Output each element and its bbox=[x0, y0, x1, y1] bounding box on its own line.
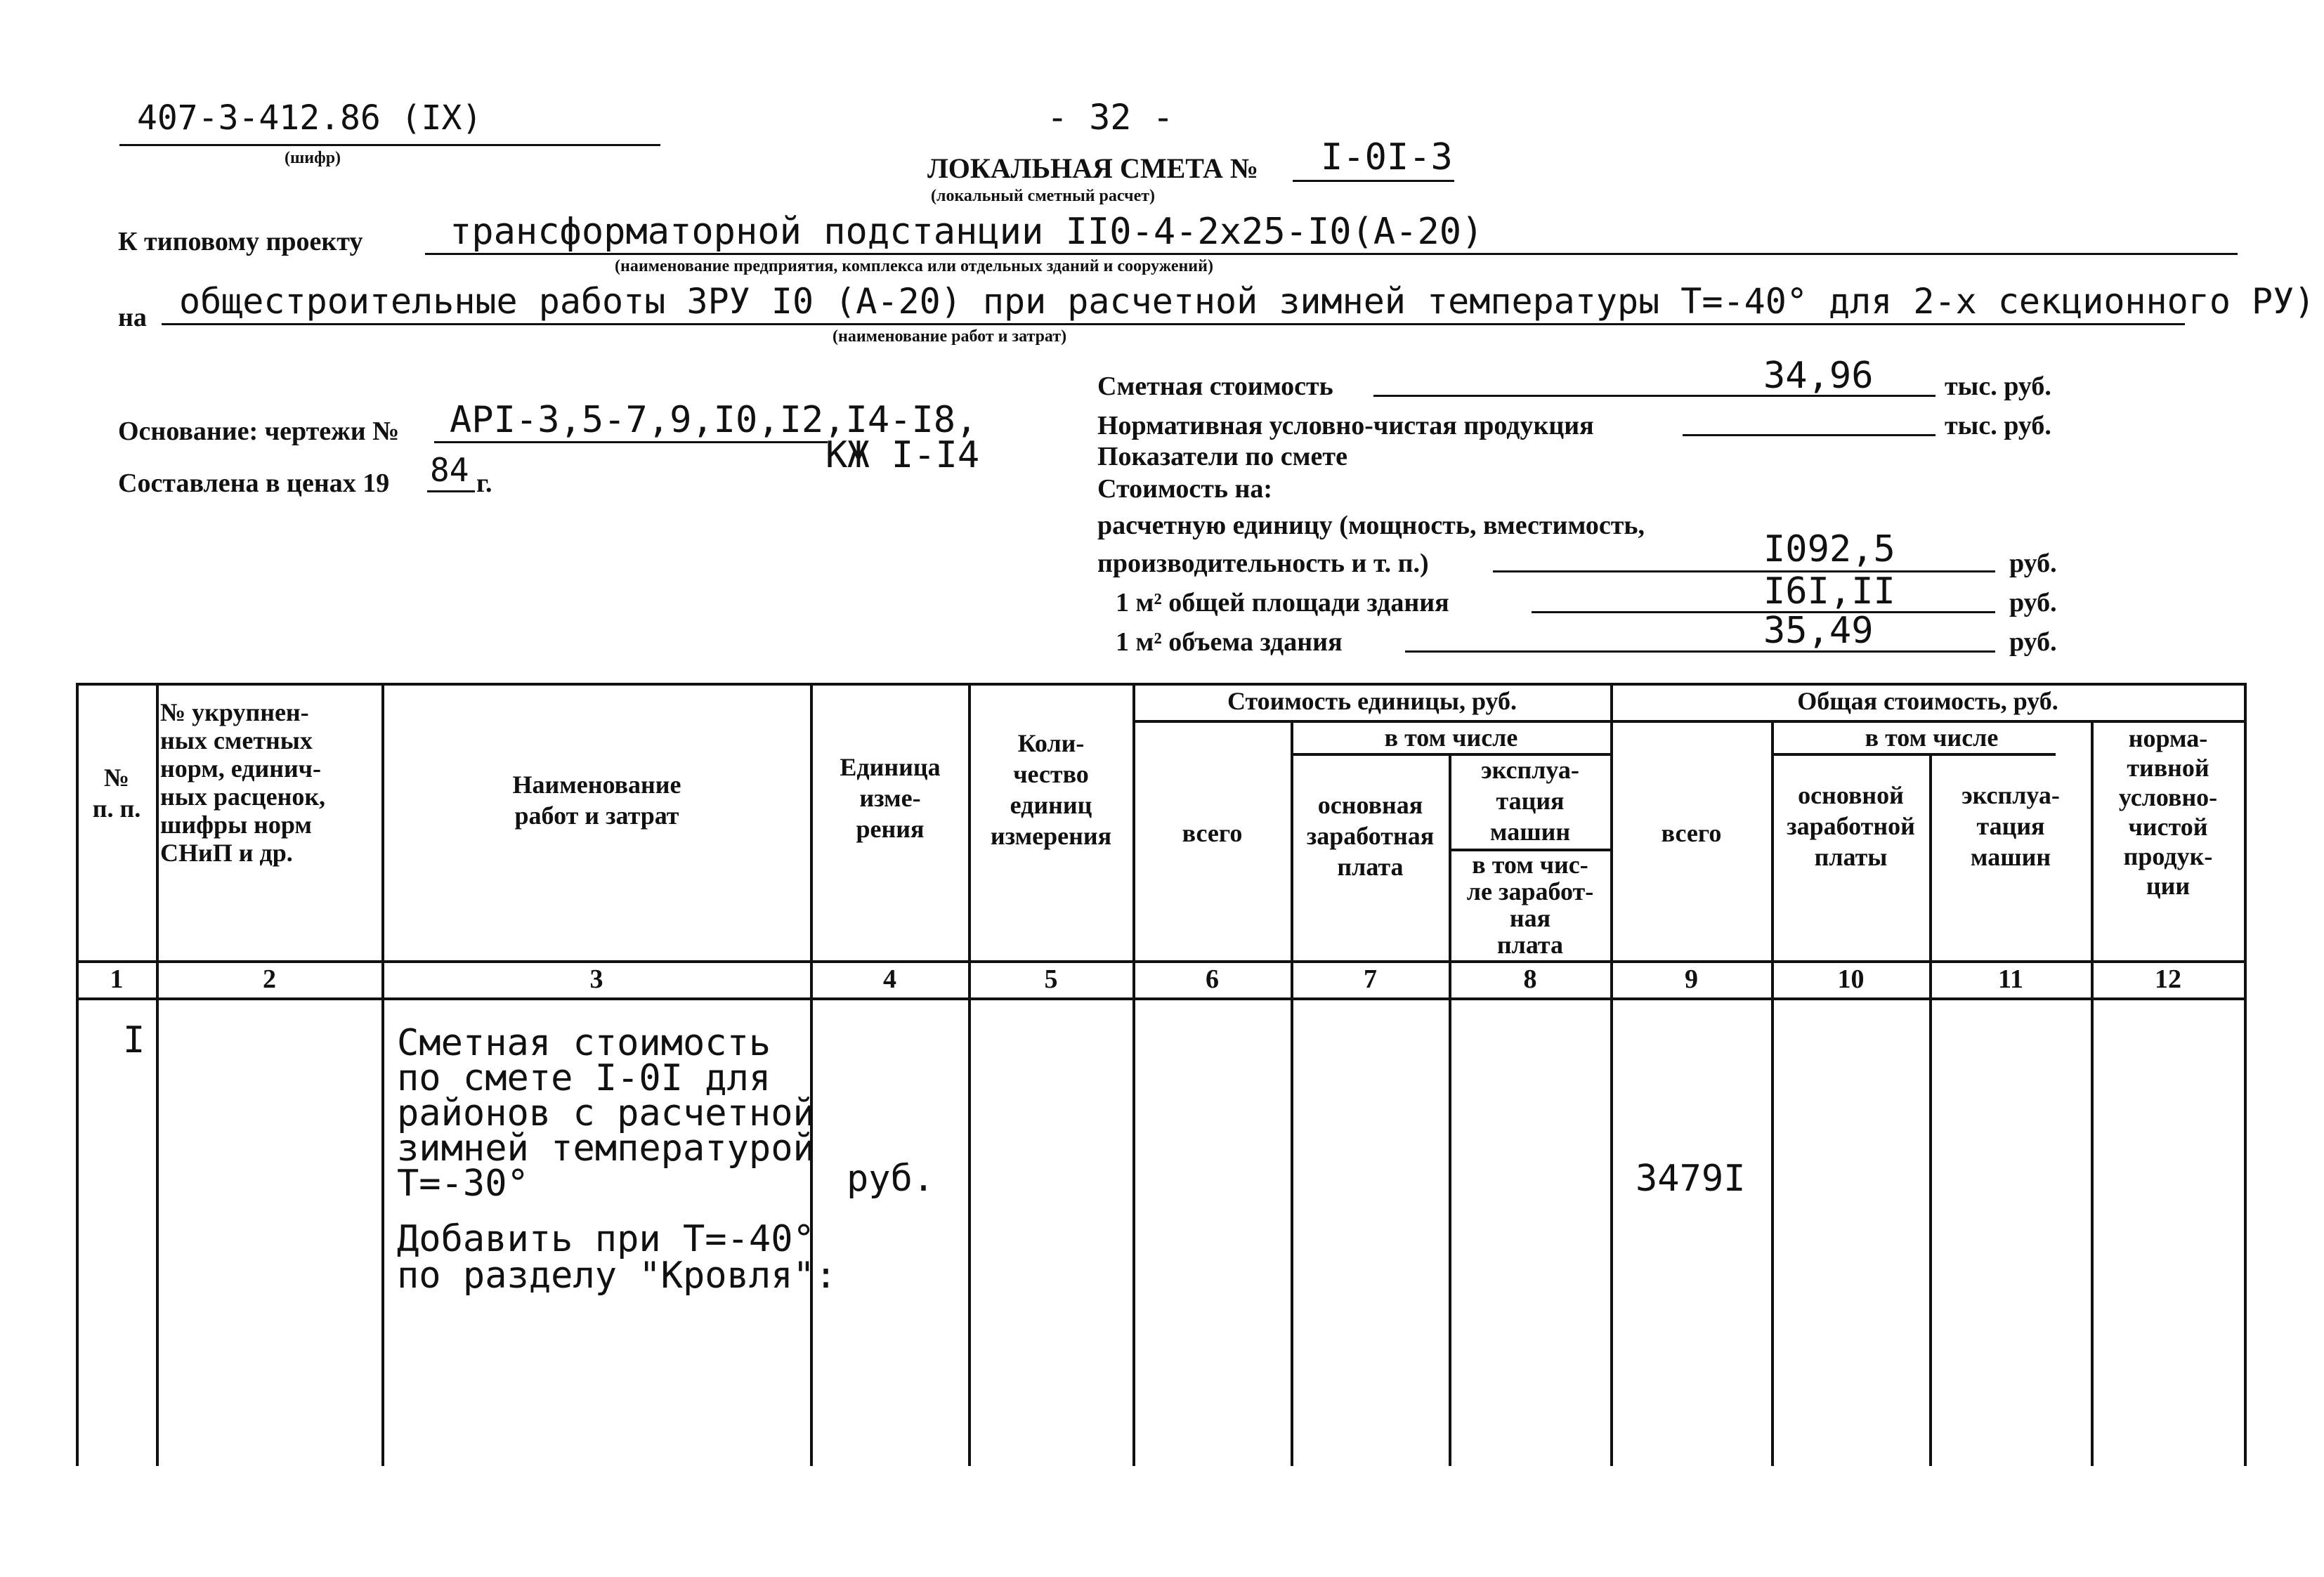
column-number: 11 bbox=[1998, 964, 2023, 994]
column-number: 4 bbox=[883, 964, 896, 994]
cipher-caption: (шифр) bbox=[285, 149, 341, 167]
page-number: - 32 - bbox=[1047, 97, 1174, 138]
header-col-12: норма- тивной условно- чистой продук- ции bbox=[2118, 724, 2218, 900]
row-unit: руб. bbox=[847, 1158, 935, 1200]
column-number: 9 bbox=[1685, 964, 1698, 994]
row-total: 3479I bbox=[1636, 1158, 1746, 1200]
unit-cost-unit: руб. bbox=[2009, 549, 2057, 578]
header-col-8-top: эксплуа- тация машин bbox=[1481, 756, 1579, 846]
column-number: 7 bbox=[1364, 964, 1377, 994]
area-cost-value: I6I,II bbox=[1763, 570, 1895, 613]
unit-cost-value: I092,5 bbox=[1763, 528, 1895, 570]
header-bottom-border bbox=[76, 960, 2247, 963]
works-value: общестроительные работы ЗРУ I0 (А-20) при расчетной зимней температуры Т=-40° для 2-х секционного РУ) bbox=[179, 281, 2316, 322]
project-underline bbox=[425, 253, 2238, 255]
cipher-underline bbox=[119, 144, 660, 146]
cost-per-label: Стоимость на: bbox=[1097, 474, 1273, 504]
indicators-label: Показатели по смете bbox=[1097, 442, 1347, 471]
project-value: трансформаторной подстанции II0-4-2x25-I0(А-20) bbox=[450, 211, 1484, 253]
column-number: 6 bbox=[1206, 964, 1219, 994]
row-name-part2: Добавить при Т=-40° по разделу "Кровля": bbox=[397, 1218, 837, 1297]
prices-year-underline bbox=[427, 490, 475, 492]
estimate-title: ЛОКАЛЬНАЯ СМЕТА № bbox=[927, 152, 1259, 184]
header-col-1: № п. п. bbox=[92, 764, 141, 823]
column-number: 3 bbox=[589, 964, 603, 994]
works-label: на bbox=[118, 303, 147, 332]
col-border-5 bbox=[1132, 683, 1135, 1466]
volume-cost-unit: руб. bbox=[2009, 627, 2057, 657]
col-border-1 bbox=[156, 683, 159, 1466]
volume-cost-value: 35,49 bbox=[1763, 610, 1874, 652]
basis-value-1: АРI-3,5-7,9,I0,I2,I4-I8, bbox=[450, 399, 978, 441]
column-number: 1 bbox=[110, 964, 124, 994]
normative-label: Нормативная условно-чистая продукция bbox=[1097, 411, 1594, 440]
row-name-part1: Сметная стоимость по смете I-0I для районов с расчетной зимней температурой Т=-30° bbox=[397, 1022, 815, 1205]
prices-label: Составлена в ценах 19 bbox=[118, 469, 390, 498]
header-col-10: основной заработной платы bbox=[1787, 781, 1915, 871]
col-border-12 bbox=[2244, 683, 2247, 1466]
estimated-cost-underline bbox=[1373, 395, 1935, 397]
cipher-value: 407-3-412.86 (IX) bbox=[137, 98, 483, 138]
basis-underline bbox=[434, 441, 828, 443]
column-number: 5 bbox=[1044, 964, 1058, 994]
volume-cost-underline bbox=[1405, 650, 1995, 653]
colnum-bottom-border bbox=[76, 997, 2247, 1000]
col-border-8 bbox=[1610, 683, 1613, 1466]
header-total-cost: Общая стоимость, руб. bbox=[1797, 687, 2058, 715]
unit-cost-underline bbox=[1493, 570, 1995, 572]
header-col-3: Наименование работ и затрат bbox=[512, 771, 681, 830]
area-cost-label: 1 м² общей площади здания bbox=[1116, 588, 1449, 617]
header-unit-cost: Стоимость единицы, руб. bbox=[1227, 687, 1517, 715]
header-unit-incl: в том числе bbox=[1384, 724, 1518, 752]
estimated-cost-label: Сметная стоимость bbox=[1097, 372, 1333, 401]
row-number: I bbox=[123, 1019, 145, 1061]
header-col-2: № укрупнен- ных сметных норм, единич- ных расценок, шифры норм СНиП и др. bbox=[160, 698, 326, 867]
project-caption: (наименование предприятия, комплекса или отдельных зданий и сооружений) bbox=[615, 257, 1213, 275]
estimate-number-underline bbox=[1293, 180, 1454, 182]
estimate-caption: (локальный сметный расчет) bbox=[931, 187, 1156, 205]
volume-cost-label: 1 м² объема здания bbox=[1116, 627, 1343, 657]
header-col-4: Единица изме- рения bbox=[840, 753, 941, 843]
col-border-2 bbox=[381, 683, 384, 1466]
works-underline bbox=[162, 323, 2185, 325]
header-col-6: всего bbox=[1182, 819, 1243, 847]
basis-label: Основание: чертежи № bbox=[118, 417, 400, 446]
area-cost-unit: руб. bbox=[2009, 588, 2057, 617]
prices-year: 84 bbox=[430, 451, 469, 489]
column-number: 12 bbox=[2155, 964, 2181, 994]
works-caption: (наименование работ и затрат) bbox=[833, 327, 1067, 346]
header-col-5: Коли- чество единиц измерения bbox=[990, 729, 1112, 850]
column-number: 10 bbox=[1837, 964, 1865, 994]
estimated-cost-unit: тыс. руб. bbox=[1945, 372, 2051, 401]
column-number: 8 bbox=[1523, 964, 1537, 994]
header-col-7: основная заработная плата bbox=[1306, 791, 1435, 881]
header-col-9: всего bbox=[1661, 819, 1722, 847]
total-incl-border bbox=[1771, 753, 2056, 756]
project-label: К типовому проекту bbox=[118, 227, 363, 256]
header-col-11: эксплуа- тация машин bbox=[1961, 781, 2060, 871]
header-col-8-bottom: в том чис- ле заработ- ная плата bbox=[1466, 851, 1594, 959]
header-total-incl: в том числе bbox=[1865, 724, 1999, 752]
unit-cost-label-2: производительность и т. п.) bbox=[1097, 549, 1429, 578]
estimated-cost-value: 34,96 bbox=[1763, 355, 1874, 397]
unit-cost-label-1: расчетную единицу (мощность, вместимость, bbox=[1097, 511, 1645, 540]
prices-suffix: г. bbox=[476, 469, 492, 498]
estimate-number: I-0I-3 bbox=[1321, 136, 1453, 178]
column-number: 2 bbox=[263, 964, 276, 994]
normative-unit: тыс. руб. bbox=[1945, 411, 2051, 440]
basis-value-2: КЖ I-I4 bbox=[825, 434, 980, 476]
normative-underline bbox=[1683, 434, 1935, 436]
